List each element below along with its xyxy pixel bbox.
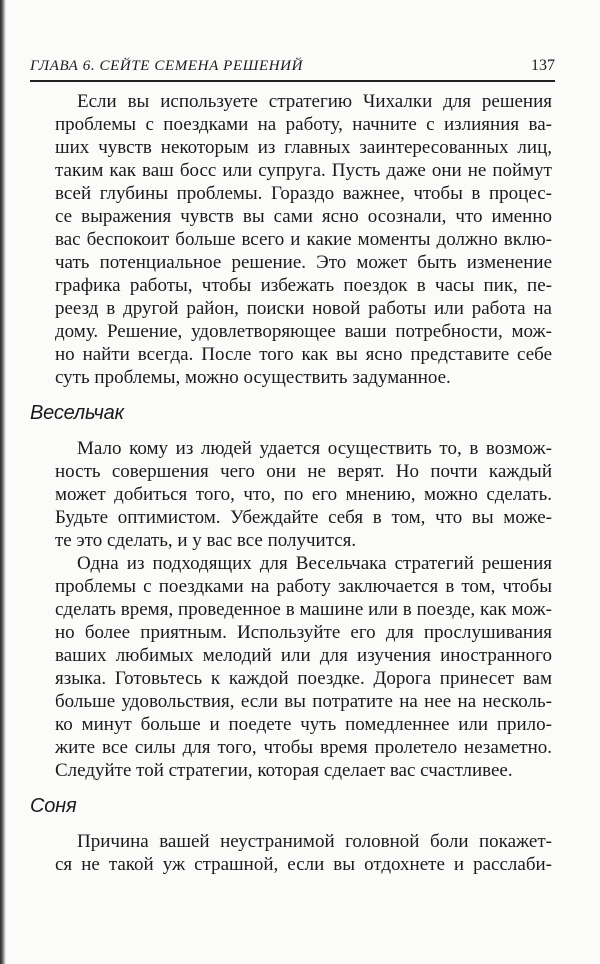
text-line: языка. Готовьтесь к каждой поездке. Дорога принесет вам	[55, 668, 552, 689]
text-line: Если вы используете стратегию Чихалки для решения	[77, 91, 552, 112]
text-line: Мало кому из людей удается осуществить то, в возмож-	[77, 438, 552, 459]
text-line: чать потенциальное решение. Это может быть изменение	[55, 252, 552, 273]
text-line: дому. Решение, удовлетворяющее ваши потребности, мож-	[55, 321, 552, 342]
text-line: проблемы с поездками на работу, начните с излияния ва-	[55, 114, 552, 135]
paragraph-veselchak-1	[55, 437, 552, 552]
text-line: больше удовольствия, если вы потратите на нее на несколь-	[55, 691, 552, 712]
text-line: Причина вашей неустранимой головной боли покажет-	[77, 831, 552, 852]
paragraph-sonya-1	[55, 830, 552, 876]
text-line: вас беспокоит больше всего и какие моменты должно вклю-	[55, 229, 552, 250]
text-line: суть проблемы, можно осуществить задуманное.	[55, 367, 451, 388]
text-line: ших чувств некоторым из главных заинтересованных лиц,	[55, 137, 552, 158]
text-line: те это сделать, и у вас все получится.	[55, 530, 357, 551]
text-line: Одна из подходящих для Весельчака стратегий решения	[77, 553, 552, 574]
paragraph-intro	[55, 90, 552, 389]
text-line: жите все силы для того, чтобы время пролетело незаметно.	[55, 737, 552, 758]
page-number: 137	[531, 57, 555, 74]
text-line: се выражения чувств вы сами ясно осознали, что именно	[55, 206, 552, 227]
page-edge-shadow	[0, 0, 6, 964]
text-line: ко минут больше и поедете чуть помедленнее или прило-	[55, 714, 552, 735]
text-line: но более приятным. Используйте его для прослушивания	[55, 622, 552, 643]
text-line: графика работы, чтобы избежать поездок в часы пик, пе-	[55, 275, 552, 296]
text-line: Следуйте той стратегии, которая сделает вас счастливее.	[55, 760, 513, 781]
text-line: таким как ваш босс или супруга. Пусть даже они не поймут	[55, 160, 552, 181]
text-line: Будьте оптимистом. Убеждайте себя в том, что вы може-	[55, 507, 552, 528]
text-line: ся не такой уж страшной, если вы отдохнете и расслаби-	[55, 854, 552, 875]
paragraph-veselchak-2	[55, 552, 552, 782]
text-line: проблемы с поездками на работу заключается в том, чтобы	[55, 576, 552, 597]
text-line: реезд в другой район, поиски новой работы или работа на	[55, 298, 552, 319]
text-line: ность совершения чего они не верят. Но почти каждый	[55, 461, 552, 482]
text-line: сделать время, проведенное в машине или в поезде, как мож-	[55, 599, 552, 620]
section-heading-sonya: Соня	[30, 795, 77, 817]
page-body	[30, 90, 552, 876]
running-head: ГЛАВА 6. СЕЙТЕ СЕМЕНА РЕШЕНИЙ	[30, 58, 304, 74]
text-line: ваших любимых мелодий или для изучения иностранного	[55, 645, 552, 666]
section-heading-veselchak: Весельчак	[30, 402, 124, 424]
text-line: всей глубины проблемы. Гораздо важнее, чтобы в процес-	[55, 183, 552, 204]
text-line: но найти всегда. После того как вы ясно представите себе	[55, 344, 552, 365]
text-line: может добиться того, что, по его мнению, можно сделать.	[55, 484, 552, 505]
page-header	[30, 48, 555, 84]
header-rule	[30, 80, 555, 82]
